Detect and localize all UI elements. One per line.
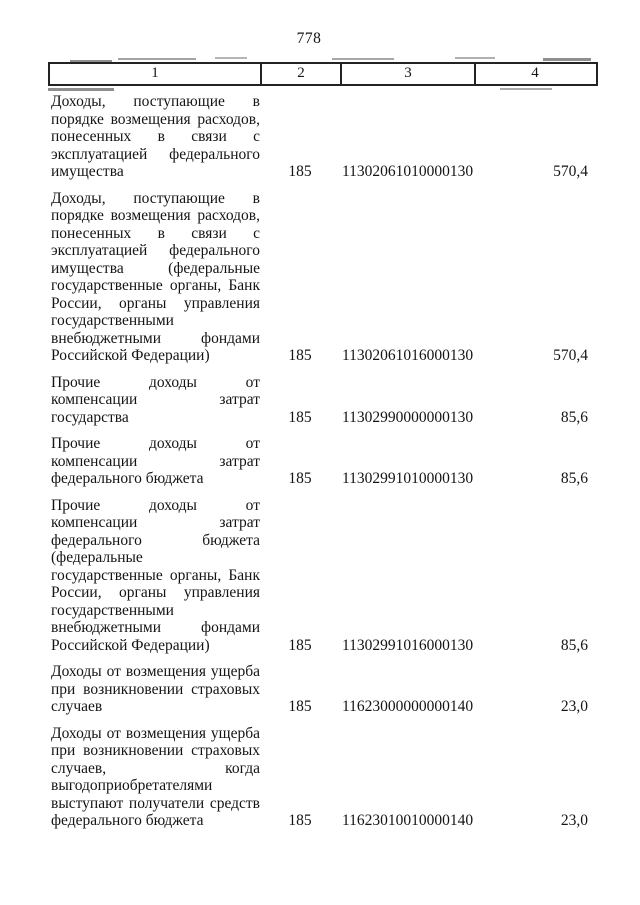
table-row [48, 190, 598, 365]
admin-code: 185 [288, 698, 312, 715]
budget-code: 11302990000000130 [342, 408, 474, 426]
page-number: 778 [296, 30, 322, 47]
table-header-col4: 4 [531, 65, 539, 81]
table-row [48, 497, 598, 655]
income-description: Прочие доходы от компенсации затрат государства [51, 373, 260, 426]
budget-code: 11302061010000130 [342, 163, 474, 180]
amount: 85,6 [560, 408, 588, 426]
income-description: Доходы, поступающие в порядке возмещения расходов, понесенных в связи с эксплуатацией федерального имущества (федеральные государственные органы, Банк России, органы управления государственными внебюджетными фондами Российской Федерации) [51, 189, 260, 364]
income-description: Доходы от возмещения ущерба при возникновении страховых случаев [51, 663, 260, 715]
income-description: Прочие доходы от компенсации затрат федерального бюджета (федеральные государственные органы, Банк России, органы управления государственными внебюджетными фондами Российской Федерации) [51, 496, 260, 654]
table-header-col1: 1 [50, 64, 262, 84]
table-row [48, 374, 598, 427]
table-row [48, 725, 598, 830]
amount: 570,4 [553, 163, 588, 180]
admin-code: 185 [288, 163, 312, 180]
income-description: Доходы от возмещения ущерба при возникновении страховых случаев, когда выгодоприобретателями выступают получатели средств федерального бюджета [51, 724, 260, 829]
budget-code: 11623000000000140 [342, 698, 474, 715]
income-description: Прочие доходы от компенсации затрат федерального бюджета [51, 435, 260, 487]
budget-code: 11302991016000130 [342, 636, 474, 654]
amount: 23,0 [560, 698, 588, 715]
page-content [48, 0, 598, 839]
table-row [48, 93, 598, 181]
table-row [48, 435, 598, 488]
table-header-row [48, 62, 598, 86]
admin-code: 185 [288, 812, 312, 829]
amount: 85,6 [560, 636, 588, 654]
admin-code: 185 [288, 347, 312, 364]
admin-code: 185 [288, 636, 312, 654]
table-row [48, 663, 598, 716]
amount: 23,0 [560, 812, 588, 829]
budget-code: 11302061016000130 [342, 347, 474, 364]
table-header-col2: 2 [262, 64, 342, 84]
income-description: Доходы, поступающие в порядке возмещения расходов, понесенных в связи с эксплуатацией федерального имущества [51, 93, 260, 180]
admin-code: 185 [288, 470, 312, 487]
budget-code: 11623010010000140 [342, 812, 474, 829]
budget-code: 11302991010000130 [342, 470, 474, 487]
amount: 85,6 [560, 470, 588, 487]
table-body [48, 93, 598, 830]
table-header-col3: 3 [342, 64, 476, 84]
admin-code: 185 [288, 408, 312, 426]
amount: 570,4 [553, 347, 588, 364]
